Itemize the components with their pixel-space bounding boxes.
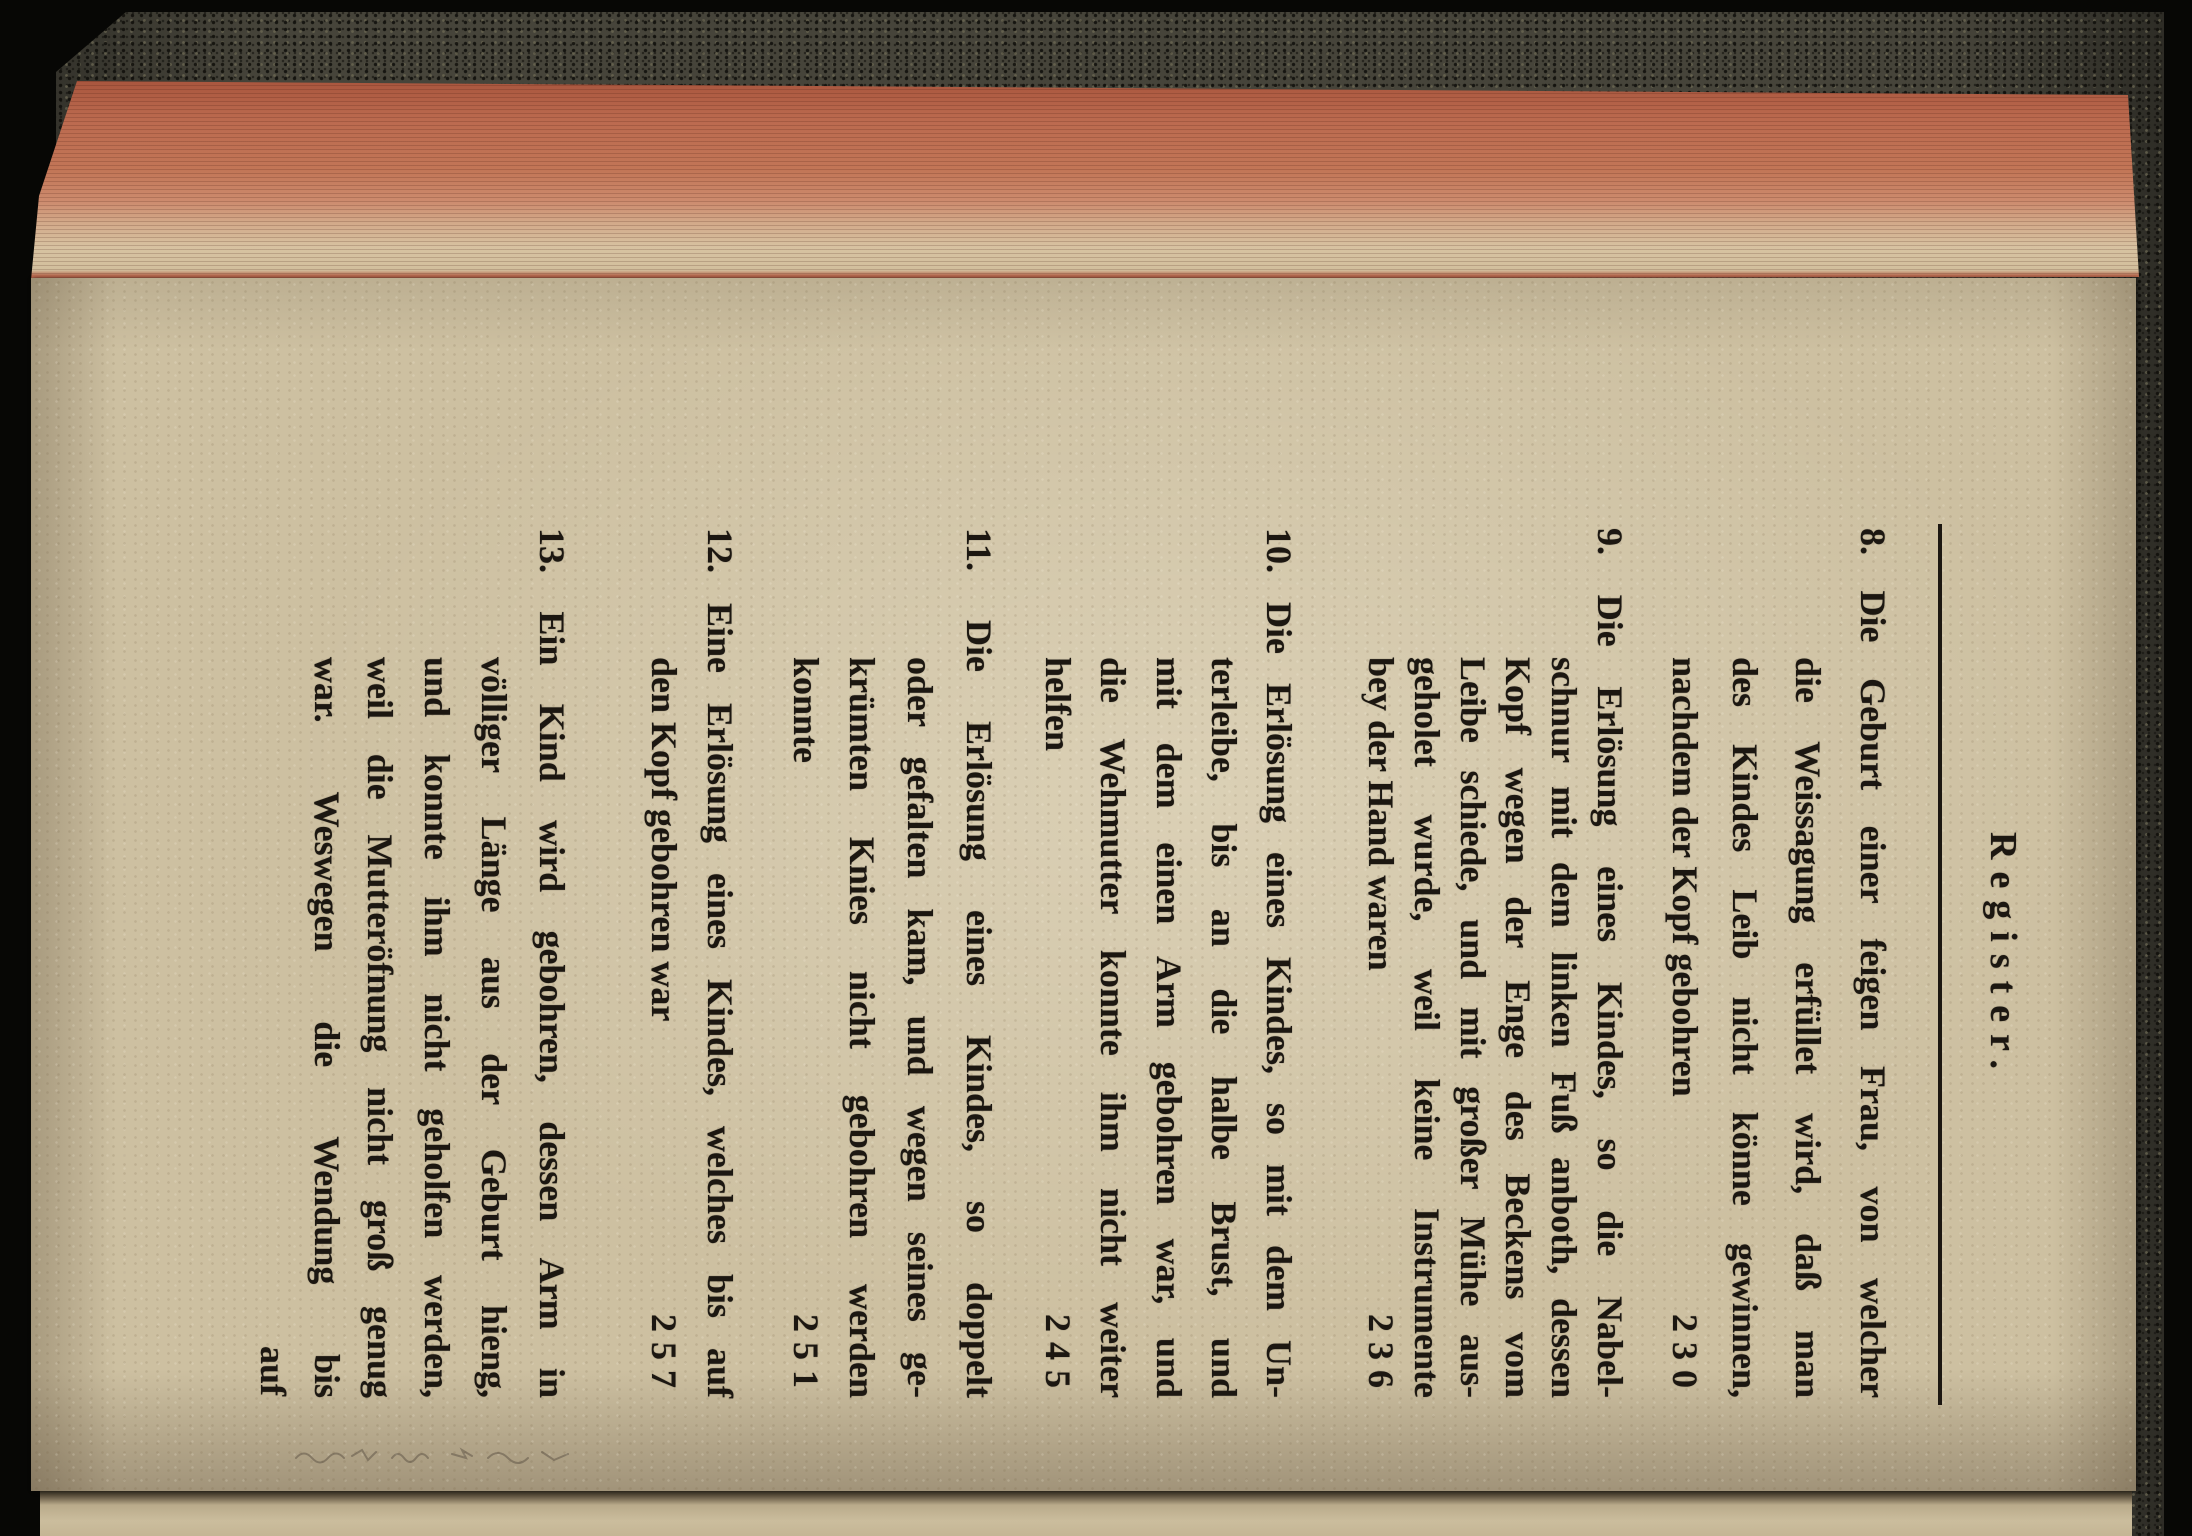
entry-line <box>1451 657 1495 1398</box>
entry-line <box>1496 657 1540 1398</box>
entry-text: völliger Länge aus der Geburt hieng, <box>474 657 514 1398</box>
entry-line <box>1036 657 1080 1398</box>
entry-line <box>1723 657 1767 1398</box>
entry-text: Ein Kind wird gebohren, dessen Arm in <box>532 611 572 1399</box>
entry-text: Die Erlösung eines Kindes, so doppelt <box>959 620 999 1399</box>
page-reference: 230 <box>1665 1314 1705 1398</box>
entry-line <box>530 528 574 1398</box>
entry-line <box>472 657 516 1398</box>
entry-line <box>898 657 942 1398</box>
page-reference: 245 <box>1038 1314 1078 1398</box>
entry-number: 13. <box>532 528 572 573</box>
page-header: Register. <box>1982 832 2024 1082</box>
entry-line <box>840 657 884 1398</box>
entry-text: war. Weswegen die Wendung bis <box>307 657 347 1398</box>
entry-line <box>1202 657 1246 1398</box>
entry-text: des Kindes Leib nicht könne gewinnen, <box>1725 657 1765 1398</box>
header-rule <box>1938 524 1942 1405</box>
entry-text: helfen <box>1038 657 1078 751</box>
entry-text: den Kopf gebohren war <box>644 657 684 1022</box>
entry-number: 10. <box>1259 528 1299 573</box>
entry-number: 9. <box>1590 528 1630 555</box>
entry-text: oder gefalten kam, und wegen seines ge- <box>900 657 940 1398</box>
entry-text: die Wehmutter konnte ihm nicht weiter <box>1093 657 1133 1398</box>
entry-line <box>1663 657 1707 1398</box>
pencil-scribble <box>292 1440 582 1470</box>
entry-text: und konnte ihm nicht geholfen werden, <box>417 657 457 1398</box>
page-reference: 236 <box>1361 1314 1401 1398</box>
entry-line <box>784 657 828 1398</box>
entry-text: krümten Knies nicht gebohren werden <box>842 657 882 1398</box>
entry-line <box>698 528 742 1398</box>
entry-text: Die Geburt einer feigen Frau, von welcher <box>1853 590 1893 1398</box>
entry-line <box>1091 657 1135 1398</box>
page-fore-edges <box>31 81 2139 280</box>
entry-line <box>957 528 1001 1398</box>
entry-line <box>1257 528 1301 1398</box>
entry-number: 12. <box>700 528 740 573</box>
entry-text: mit dem einen Arm gebohren war, und <box>1149 657 1189 1398</box>
entry-line <box>1147 657 1191 1398</box>
page-reference: 251 <box>786 1314 826 1398</box>
entry-line <box>415 657 459 1398</box>
entry-line <box>1588 528 1632 1398</box>
entry-line <box>358 657 402 1398</box>
entry-text: geholet wurde, weil keine Instrumente <box>1407 657 1447 1398</box>
entry-text: Kopf wegen der Enge des Beckens vom <box>1498 657 1538 1398</box>
facing-page-edge <box>40 1491 2132 1536</box>
entry-line <box>642 657 686 1398</box>
entry-text: die Weissagung erfüllet wird, daß man <box>1788 657 1828 1398</box>
entry-text: weil die Mutteröfnung nicht groß genug <box>360 657 400 1398</box>
entry-line <box>1359 657 1403 1398</box>
entry-line <box>1851 528 1895 1398</box>
entry-number: 8. <box>1853 528 1893 555</box>
entry-line <box>1405 657 1449 1398</box>
entry-text: konnte <box>786 657 826 764</box>
page-reference: 257 <box>644 1314 684 1398</box>
entry-text: nachdem der Kopf gebohren <box>1665 657 1705 1097</box>
entry-number: 11. <box>959 528 999 572</box>
entry-text: schnur mit dem linken Fuß anboth, dessen <box>1544 657 1584 1398</box>
catchword: auf <box>253 1346 293 1397</box>
entry-line <box>1786 657 1830 1398</box>
entry-text: Die Erlösung eines Kindes, so mit dem Un- <box>1259 602 1299 1398</box>
entry-line <box>1542 657 1586 1398</box>
entry-text: Die Erlösung eines Kindes, so die Nabel- <box>1590 594 1630 1398</box>
entry-text: terleibe, bis an die halbe Brust, und <box>1204 657 1244 1398</box>
entry-text: Leibe schiede, und mit großer Mühe aus- <box>1453 657 1493 1398</box>
entry-text: bey der Hand waren <box>1361 657 1401 971</box>
entry-text: Eine Erlösung eines Kindes, welches bis auf <box>700 603 740 1399</box>
entry-line <box>305 657 349 1398</box>
